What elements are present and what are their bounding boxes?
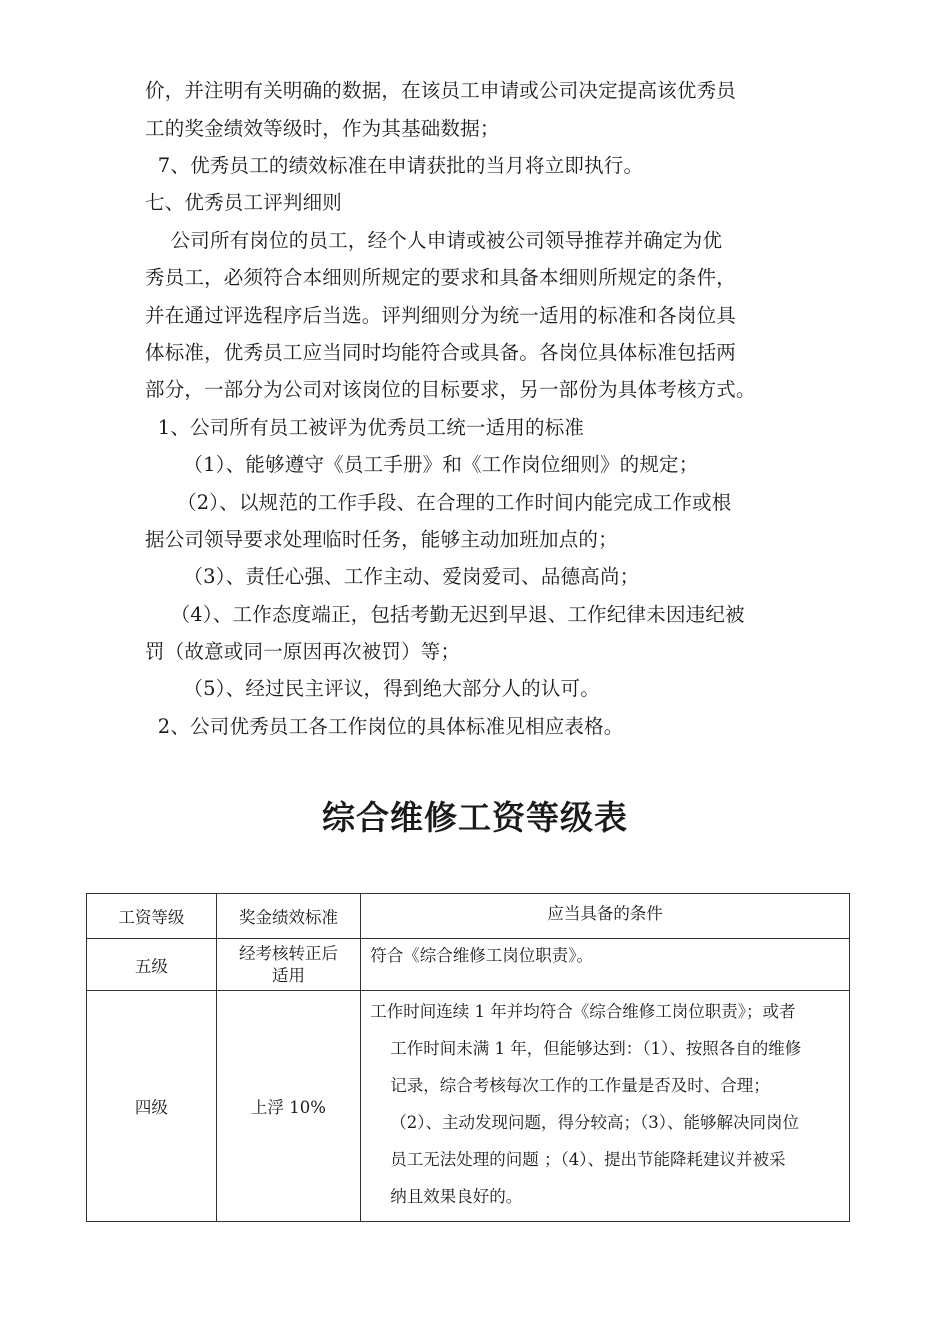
paragraph-line: 体标准，优秀员工应当同时均能符合或具备。各岗位具体标准包括两 <box>145 341 737 364</box>
cell-level: 四级 <box>87 991 217 1222</box>
cell-condition-line: （2）、主动发现问题，得分较高；（3）、能够解决同岗位 <box>390 1113 800 1132</box>
cell-condition-line: 工作时间连续 1 年并均符合《综合维修工岗位职责》；或者 <box>370 1002 796 1021</box>
paragraph-line: 秀员工，必须符合本细则所规定的要求和具备本细则所规定的条件， <box>145 266 737 289</box>
paragraph-line: 据公司领导要求处理临时任务，能够主动加班加点的； <box>145 528 618 551</box>
header-condition: 应当具备的条件 <box>361 894 850 939</box>
cell-standard-line: 上浮 10% <box>250 1098 326 1117</box>
paragraph-line: 并在通过评选程序后当选。评判细则分为统一适用的标准和各岗位具 <box>145 304 737 327</box>
table-row <box>87 939 850 991</box>
cell-condition-line: 员工无法处理的问题 ；（4）、提出节能降耗建议并被采 <box>390 1150 786 1169</box>
paragraph-line: 2、公司优秀员工各工作岗位的具体标准见相应表格。 <box>145 715 624 738</box>
cell-standard <box>216 939 361 991</box>
paragraph-line: 工的奖金绩效等级时，作为其基础数据； <box>145 117 500 140</box>
wage-level-table <box>86 893 850 1222</box>
paragraph-line: 部分，一部分为公司对该岗位的目标要求，另一部份为具体考核方式。 <box>145 378 756 401</box>
section-heading: 七、优秀员工评判细则 <box>145 191 343 214</box>
paragraph-line: 价，并注明有关明确的数据，在该员工申请或公司决定提高该优秀员 <box>145 79 737 102</box>
paragraph-line: 7、优秀员工的绩效标准在申请获批的当月将立即执行。 <box>145 154 644 177</box>
paragraph-line: （3）、责任心强、工作主动、爱岗爱司、品德高尚； <box>145 565 640 588</box>
cell-level: 五级 <box>87 939 217 991</box>
cell-standard-line: 经考核转正后 <box>238 943 338 963</box>
cell-condition <box>361 991 850 1222</box>
cell-condition-line: 工作时间未满 1 年，但能够达到：（1）、按照各自的维修 <box>390 1039 802 1058</box>
paragraph-line: （5）、经过民主评议，得到绝大部分人的认可。 <box>145 677 600 700</box>
paragraph-line: （2）、以规范的工作手段、在合理的工作时间内能完成工作或根 <box>145 491 732 514</box>
cell-standard <box>216 991 361 1222</box>
table-header-row <box>87 894 850 939</box>
cell-condition-line: 记录，综合考核每次工作的工作量是否及时、合理； <box>390 1076 770 1095</box>
table-title: 综合维修工资等级表 <box>322 798 628 837</box>
header-level: 工资等级 <box>87 894 217 939</box>
table-row <box>87 991 850 1222</box>
cell-condition <box>361 939 850 991</box>
paragraph-line: （1）、能够遵守《员工手册》和《工作岗位细则》的规定； <box>145 453 699 476</box>
paragraph-line: 罚（故意或同一原因再次被罚）等； <box>145 640 461 663</box>
cell-standard-line: 适用 <box>271 965 305 985</box>
paragraph-line: 1、公司所有员工被评为优秀员工统一适用的标准 <box>145 416 585 439</box>
header-standard: 奖金绩效标准 <box>216 894 361 939</box>
paragraph-line: 公司所有岗位的员工，经个人申请或被公司领导推荐并确定为优 <box>145 229 723 252</box>
paragraph-line: （4）、工作态度端正，包括考勤无迟到早退、工作纪律未因违纪被 <box>145 603 745 626</box>
cell-condition-line: 纳且效果良好的。 <box>390 1187 523 1206</box>
cell-condition-line: 符合《综合维修工岗位职责》。 <box>370 946 594 965</box>
